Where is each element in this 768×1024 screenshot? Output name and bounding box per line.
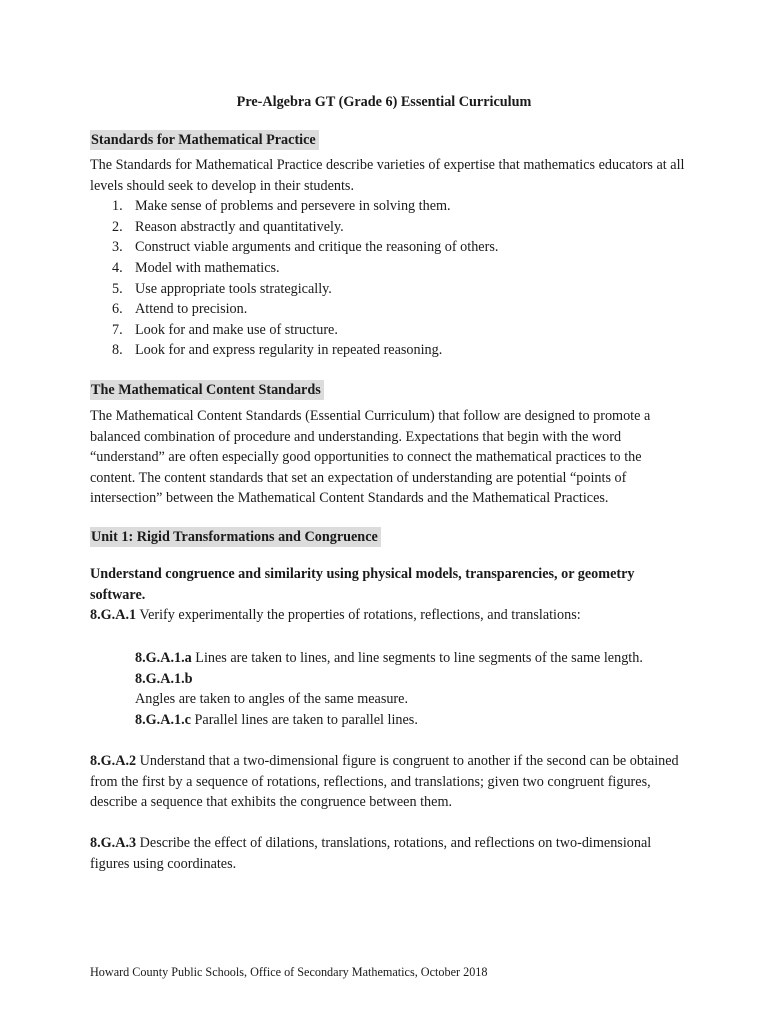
list-item: 7. Look for and make use of structure. [112, 321, 338, 338]
page-title: Pre-Algebra GT (Grade 6) Essential Curriculum [236, 94, 532, 110]
standard-8ga1b-code: 8.G.A.1.b [135, 670, 193, 687]
list-item: 5. Use appropriate tools strategically. [112, 280, 332, 297]
list-item: 1. Make sense of problems and persevere in solving them. [112, 198, 451, 215]
content-section [90, 380, 690, 401]
standard-8ga3-block [90, 833, 690, 874]
page-footer: Howard County Public Schools, Office of Secondary Mathematics, October 2018 [90, 965, 488, 979]
standard-8ga2: 8.G.A.2 Understand that a two-dimensional figure is congruent to another if the second can be obtained from the first by a sequence of rotations, reflections, and translations; given two congruent figures, describe a sequence that exhibits the congruence between them. [90, 753, 679, 811]
standard-8ga1a: 8.G.A.1.a Lines are taken to lines, and line segments to line segments of the same length. [135, 650, 643, 666]
unit1-body [90, 564, 690, 626]
content-heading: The Mathematical Content Standards [90, 380, 324, 400]
standard-8ga1: 8.G.A.1 Verify experimentally the properties of rotations, reflections, and translations: [90, 607, 581, 624]
unit1-section [90, 527, 690, 548]
practice-list [90, 196, 690, 361]
list-item: 8. Look for and express regularity in repeated reasoning. [112, 342, 443, 359]
practice-section [90, 130, 690, 151]
list-item: 4. Model with mathematics. [112, 259, 280, 276]
sub-standards [90, 648, 735, 730]
content-body-block [90, 406, 690, 509]
practice-heading: Standards for Mathematical Practice [90, 130, 319, 150]
list-item: 3. Construct viable arguments and critique the reasoning of others. [112, 239, 499, 256]
cluster-heading: Understand congruence and similarity using physical models, transparencies, or geometry software. [90, 566, 635, 603]
list-item: 2. Reason abstractly and quantitatively. [112, 218, 344, 235]
unit1-heading: Unit 1: Rigid Transformations and Congruence [90, 527, 381, 547]
standard-8ga1b-text: Angles are taken to angles of the same measure. [135, 691, 409, 708]
standard-8ga3: 8.G.A.3 Describe the effect of dilations, translations, rotations, and reflections on two-dimensional figures using coordinates. [90, 835, 652, 872]
list-item: 6. Attend to precision. [112, 301, 248, 318]
standard-8ga1c: 8.G.A.1.c Parallel lines are taken to parallel lines. [135, 711, 418, 728]
content-body: The Mathematical Content Standards (Essential Curriculum) that follow are designed to promote a balanced combination of procedure and understanding. Expectations that begin with the word “understand” are often especially good opportunities to connect the mathematical practices to the content. The content standards that set an expectation of understanding are potential “points of intersection” between the Mathematical Content Standards and the Mathematical Practices. [90, 408, 651, 507]
practice-intro: The Standards for Mathematical Practice describe varieties of expertise that mathematics educators at all levels should seek to develop in their students. [90, 157, 685, 194]
standard-8ga2-block [90, 751, 690, 813]
practice-intro-block [90, 155, 690, 361]
